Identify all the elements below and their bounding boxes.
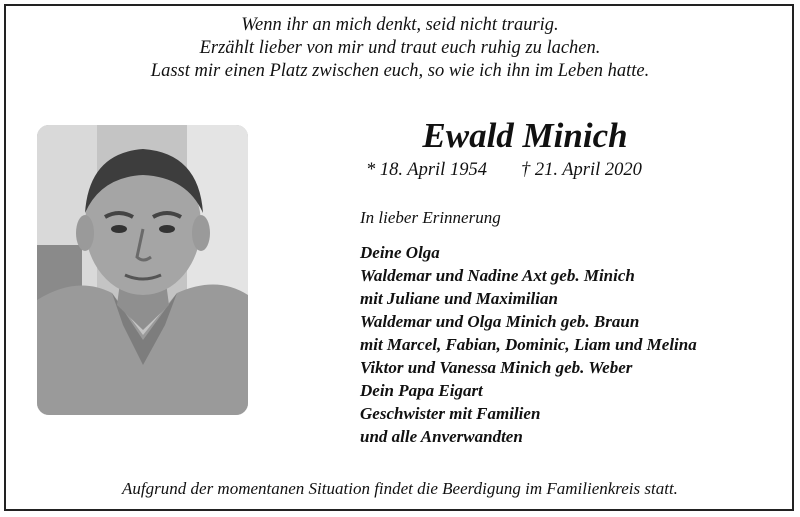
funeral-notice: Aufgrund der momentanen Situation findet die Beerdigung im Familienkreis statt. <box>122 479 678 498</box>
verse-line: Erzählt lieber von mir und traut euch ruhig zu lachen. <box>199 38 601 58</box>
mourner-line: Viktor und Vanessa Minich geb. Weber <box>360 358 633 377</box>
mourner-line: Deine Olga <box>360 243 440 262</box>
portrait-photo <box>37 125 248 415</box>
death-date: † 21. April 2020 <box>520 160 642 180</box>
verse-line: Lasst mir einen Platz zwischen euch, so wie ich ihn im Leben hatte. <box>150 61 650 81</box>
mourner-line: Dein Papa Eigart <box>360 381 483 400</box>
mourner-line: Waldemar und Nadine Axt geb. Minich <box>360 266 635 285</box>
birth-date: * 18. April 1954 <box>366 160 487 180</box>
mourner-line: Waldemar und Olga Minich geb. Braun <box>360 312 640 331</box>
verse-line: Wenn ihr an mich denkt, seid nicht traurig. <box>241 15 559 35</box>
memory-line: In lieber Erinnerung <box>360 208 501 227</box>
mourner-line: Geschwister mit Familien <box>360 404 541 423</box>
mourner-line: mit Marcel, Fabian, Dominic, Liam und Melina <box>360 335 697 354</box>
deceased-name: Ewald Minich <box>422 116 628 155</box>
mourner-line: mit Juliane und Maximilian <box>360 289 558 308</box>
portrait-image <box>37 125 248 415</box>
mourner-line: und alle Anverwandten <box>360 427 523 446</box>
poem-verse <box>0 14 800 83</box>
mourners-list <box>360 241 697 448</box>
life-dates <box>366 160 642 181</box>
